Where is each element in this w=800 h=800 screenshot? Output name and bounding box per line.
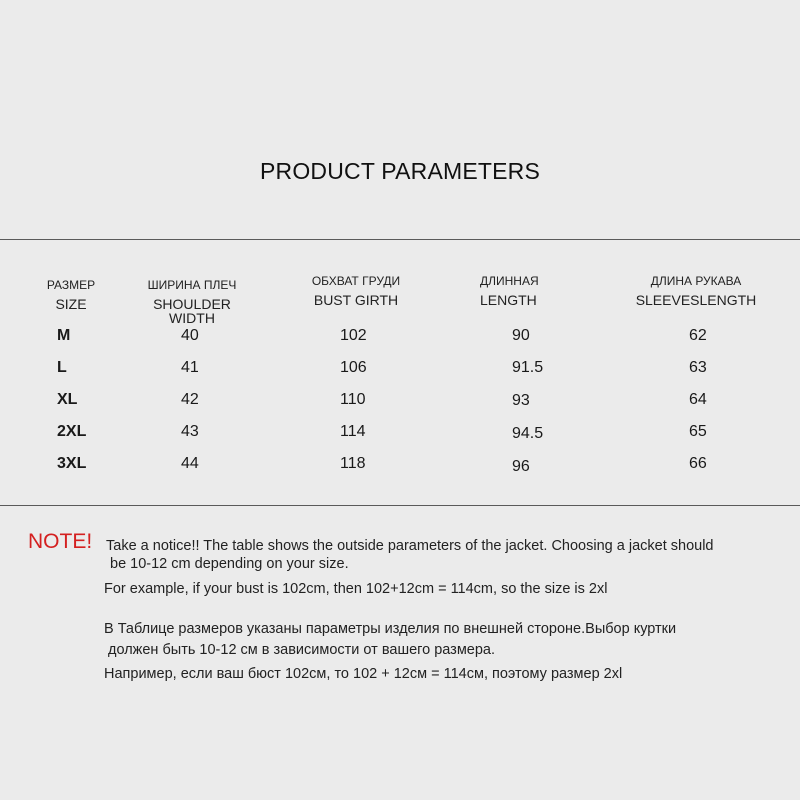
table-cell: 106 — [340, 359, 367, 376]
table-cell: 42 — [181, 391, 199, 408]
table-cell: M — [57, 327, 71, 344]
note-ru-example: Например, если ваш бюст 102см, то 102 + 12см = 114см, поэтому размер 2xl — [104, 666, 623, 682]
page-title: PRODUCT PARAMETERS — [259, 158, 541, 184]
header-sleeve-en: SLEEVESLENGTH — [635, 292, 757, 308]
table-cell: 65 — [689, 423, 707, 440]
table-cell: 43 — [181, 423, 199, 440]
table-cell: 114 — [340, 423, 366, 440]
top-divider — [0, 239, 800, 240]
header-shoulder-ru: ШИРИНА ПЛЕЧ — [147, 278, 237, 292]
note-en-example: For example, if your bust is 102cm, then 102+12cm = 114cm, so the size is 2xl — [104, 581, 608, 597]
table-cell: 90 — [512, 327, 530, 344]
table-cell: XL — [57, 391, 78, 408]
table-cell: 2XL — [57, 423, 87, 440]
header-shoulder — [134, 278, 250, 325]
table-cell: 91.5 — [512, 359, 544, 376]
note-label: NOTE! — [28, 530, 93, 553]
header-length-ru: ДЛИННАЯ — [480, 274, 539, 288]
header-shoulder-en: SHOULDER WIDTH — [153, 296, 231, 326]
table-cell: 118 — [340, 455, 366, 472]
note-en-line1: Take a notice!! The table shows the outside parameters of the jacket. Choosing a jacket should — [106, 538, 714, 554]
table-cell: 110 — [340, 391, 366, 408]
table-cell: 66 — [689, 455, 707, 472]
table-cell: 3XL — [57, 455, 87, 472]
table-cell: 40 — [181, 327, 199, 344]
header-length — [480, 274, 562, 307]
header-sleeve-ru: ДЛИНА РУКАВА — [650, 274, 742, 288]
table-cell: L — [57, 359, 67, 376]
bottom-divider — [0, 505, 800, 506]
header-bust-en: BUST GIRTH — [313, 292, 399, 308]
header-sleeve — [626, 274, 766, 307]
note-ru-line2: должен быть 10-12 см в зависимости от вашего размера. — [108, 642, 496, 658]
header-size-en: SIZE — [55, 296, 87, 312]
header-length-en: LENGTH — [480, 292, 537, 308]
note-ru-line1: В Таблице размеров указаны параметры изделия по внешней стороне.Выбор куртки — [104, 621, 677, 637]
note-en-line2: be 10-12 cm depending on your size. — [110, 556, 349, 572]
table-cell: 62 — [689, 327, 707, 344]
header-size — [36, 278, 106, 311]
table-cell: 44 — [181, 455, 199, 472]
table-cell: 64 — [689, 391, 707, 408]
table-cell: 63 — [689, 359, 707, 376]
table-cell: 94.5 — [512, 425, 544, 442]
table-cell: 41 — [181, 359, 199, 376]
table-cell: 96 — [512, 458, 530, 475]
header-bust-ru: ОБХВАТ ГРУДИ — [311, 274, 401, 288]
table-cell: 93 — [512, 392, 530, 409]
table-cell: 102 — [340, 327, 367, 344]
header-bust — [298, 274, 414, 307]
header-size-ru: РАЗМЕР — [46, 278, 96, 292]
